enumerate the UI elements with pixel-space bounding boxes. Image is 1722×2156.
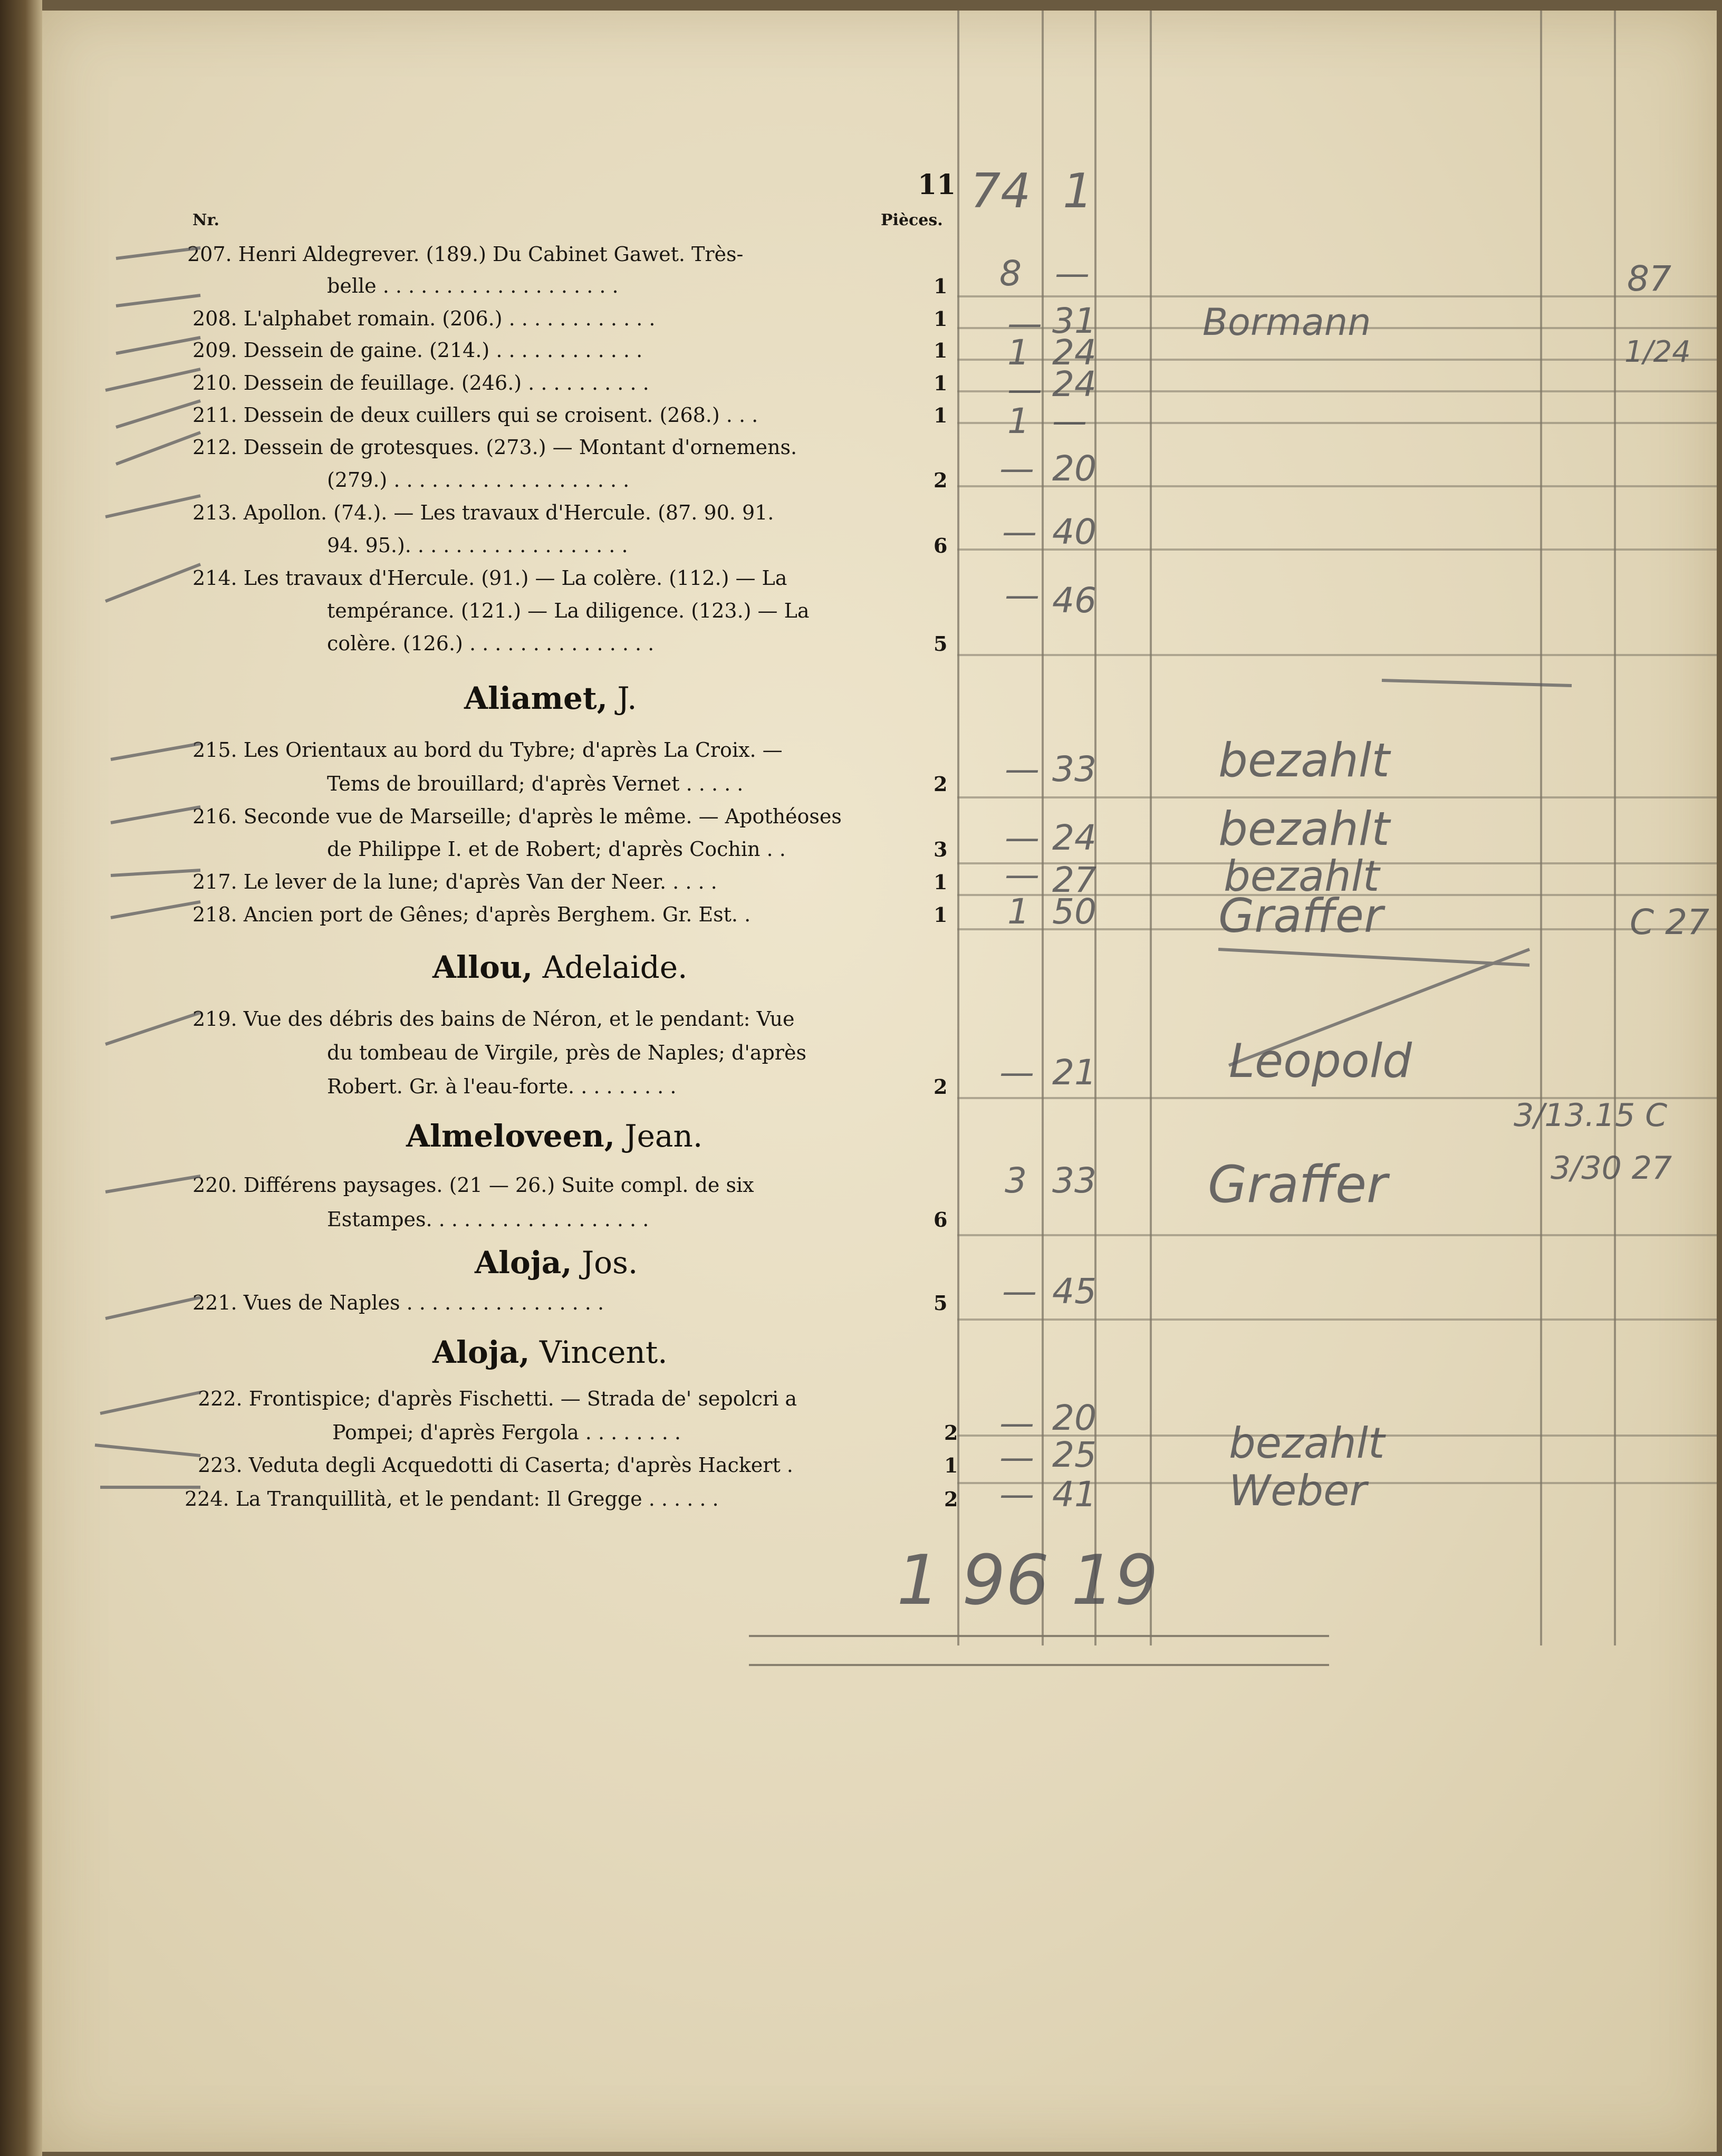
pieces-220: 6 <box>934 1208 948 1231</box>
pieces-207: 1 <box>934 274 948 298</box>
entry-217: 217. Le lever de la lune; d'après Van der Neer. . . . . <box>193 870 717 893</box>
artist-given-name: Jean. <box>624 1118 703 1154</box>
artist-surname: Allou, <box>432 949 533 985</box>
handwritten-dash: — <box>1005 575 1040 615</box>
pieces-211: 1 <box>934 403 948 427</box>
handwritten-amount: 21 <box>1052 1052 1096 1093</box>
entry-220-line-2: Estampes. . . . . . . . . . . . . . . . . . <box>327 1208 649 1231</box>
handwritten-dash: — <box>999 1437 1034 1478</box>
handwritten-amount: 50 <box>1052 891 1096 932</box>
entry-216-line-2: de Philippe I. et de Robert; d'après Cochin . . <box>327 838 786 861</box>
handwritten-margin-note: C 27 <box>1630 902 1710 942</box>
pieces-213: 6 <box>934 534 948 557</box>
entry-208: 208. L'alphabet romain. (206.) . . . . . . . . . . . . <box>193 307 656 330</box>
handwritten-buyer: Bormann <box>1202 301 1371 344</box>
pieces-222: 2 <box>944 1421 958 1445</box>
handwritten-buyer: Weber <box>1229 1466 1367 1515</box>
handwritten-buyer: bezahlt <box>1218 802 1390 856</box>
handwritten-amount: 24 <box>1052 364 1096 405</box>
entry-211: 211. Dessein de deux cuillers qui se croisent. (268.) . . . <box>193 403 758 427</box>
handwritten-amount: 25 <box>1052 1435 1096 1475</box>
pieces-212: 2 <box>934 468 948 492</box>
handwritten-amount: 46 <box>1052 580 1096 621</box>
entry-213-line-1: 213. Apollon. (74.). — Les travaux d'Hercule. (87. 90. 91. <box>193 501 774 524</box>
ledger-page <box>42 11 1717 2152</box>
handwritten-dash: — <box>1002 512 1037 552</box>
handwritten-amount: 1 <box>1007 401 1030 441</box>
pieces-218: 1 <box>934 903 948 927</box>
handwritten-buyer: bezahlt <box>1229 1419 1385 1468</box>
entry-207-line-1: 207. Henri Aldegrever. (189.) Du Cabinet Gawet. Très- <box>187 243 744 266</box>
handwritten-amount: 1 <box>1007 891 1030 932</box>
handwritten-amount: 33 <box>1052 749 1096 790</box>
pieces-221: 5 <box>934 1291 948 1315</box>
artist-surname: Aliamet, <box>464 680 608 716</box>
handwritten-amount: 24 <box>1052 817 1096 858</box>
artist-surname: Almeloveen, <box>406 1118 615 1154</box>
entry-209: 209. Dessein de gaine. (214.) . . . . . . . . . . . . <box>193 339 643 362</box>
pieces-208: 1 <box>934 307 948 331</box>
handwritten-amount: 41 <box>1052 1474 1096 1515</box>
handwritten-amount: 1 <box>1007 332 1030 373</box>
entry-214-line-1: 214. Les travaux d'Hercule. (91.) — La colère. (112.) — La <box>193 566 787 590</box>
column-header-nr: Nr. <box>193 211 219 229</box>
handwritten-margin-note: 87 <box>1627 258 1671 299</box>
handwritten-amount: 45 <box>1052 1271 1096 1312</box>
handwritten-dash: — <box>999 448 1034 489</box>
handwritten-amount: 40 <box>1052 512 1096 552</box>
handwritten-margin-note: 1/24 <box>1624 335 1691 369</box>
handwritten-dash: — <box>1005 817 1040 858</box>
handwritten-amount: — <box>1055 253 1090 294</box>
handwritten-carry-1: 1 <box>1063 163 1093 219</box>
entry-214-line-3: colère. (126.) . . . . . . . . . . . . . . . <box>327 632 655 655</box>
handwritten-dash: — <box>1002 1271 1037 1312</box>
artist-given-name: Adelaide. <box>542 949 688 985</box>
entry-221: 221. Vues de Naples . . . . . . . . . . . . . . . . <box>193 1291 604 1314</box>
handwritten-carry-74: 74 <box>970 163 1031 219</box>
pieces-219: 2 <box>934 1075 948 1099</box>
entry-215-line-1: 215. Les Orientaux au bord du Tybre; d'après La Croix. — <box>193 738 783 762</box>
entry-213-line-2: 94. 95.). . . . . . . . . . . . . . . . . . <box>327 534 628 557</box>
entry-219-line-2: du tombeau de Virgile, près de Naples; d'après <box>327 1041 806 1064</box>
handwritten-dash: — <box>1005 749 1040 790</box>
handwritten-margin-note: 3/30 27 <box>1551 1150 1672 1187</box>
pieces-215: 2 <box>934 772 948 796</box>
handwritten-amount: 3 <box>1005 1160 1027 1201</box>
handwritten-buyer: bezahlt <box>1224 852 1380 901</box>
handwritten-buyer: Leopold <box>1229 1034 1412 1088</box>
handwritten-dash: — <box>1007 303 1042 344</box>
entry-222-line-1: 222. Frontispice; d'après Fischetti. — Strada de' sepolcri a <box>198 1387 797 1410</box>
handwritten-dash: — <box>1052 401 1087 441</box>
entry-219-line-1: 219. Vue des débris des bains de Néron, et le pendant: Vue <box>193 1007 795 1031</box>
entry-220-line-1: 220. Différens paysages. (21 — 26.) Suite compl. de six <box>193 1173 754 1197</box>
artist-given-name: J. <box>617 680 637 716</box>
handwritten-amount: 31 <box>1052 301 1096 341</box>
pieces-223: 1 <box>944 1454 958 1477</box>
handwritten-dash: — <box>1005 854 1040 895</box>
handwritten-dash: — <box>999 1474 1034 1515</box>
artist-surname: Aloja, <box>475 1245 572 1281</box>
column-header-pieces: Pièces. <box>881 211 943 229</box>
entry-218: 218. Ancien port de Gênes; d'après Berghem. Gr. Est. . <box>193 903 751 926</box>
handwritten-dash: — <box>1007 369 1042 410</box>
pieces-214: 5 <box>934 632 948 656</box>
page-number: 11 <box>918 169 956 201</box>
entry-215-line-2: Tems de brouillard; d'après Vernet . . . . . <box>327 772 744 795</box>
entry-207-line-2: belle . . . . . . . . . . . . . . . . . . . <box>327 274 619 297</box>
handwritten-amount: 24 <box>1052 332 1096 373</box>
handwritten-page-total: 1 96 19 <box>897 1540 1159 1620</box>
handwritten-amount: 8 <box>999 253 1022 294</box>
pieces-209: 1 <box>934 339 948 362</box>
entry-223: 223. Veduta degli Acquedotti di Caserta; d'après Hackert . <box>198 1454 793 1477</box>
pieces-217: 1 <box>934 870 948 894</box>
pieces-210: 1 <box>934 371 948 395</box>
artist-surname: Aloja, <box>432 1334 530 1370</box>
entry-216-line-1: 216. Seconde vue de Marseille; d'après le même. — Apothéoses <box>193 805 842 828</box>
artist-given-name: Vincent. <box>539 1334 668 1370</box>
handwritten-dash: — <box>999 1403 1034 1443</box>
artist-given-name: Jos. <box>581 1245 638 1281</box>
handwritten-amount: 27 <box>1052 860 1096 900</box>
book-spine <box>0 0 42 2156</box>
entry-219-line-3: Robert. Gr. à l'eau-forte. . . . . . . . . <box>327 1075 677 1098</box>
handwritten-amount: 20 <box>1052 448 1096 489</box>
handwritten-buyer: bezahlt <box>1218 733 1390 787</box>
entry-212-line-1: 212. Dessein de grotesques. (273.) — Montant d'ornemens. <box>193 436 797 459</box>
pencil-tick-marks <box>42 11 1717 2152</box>
entry-224: 224. La Tranquillità, et le pendant: Il Gregge . . . . . . <box>185 1487 719 1510</box>
entry-214-line-2: tempérance. (121.) — La diligence. (123.) — La <box>327 599 810 622</box>
handwritten-buyer: Graffer <box>1218 889 1383 943</box>
handwritten-margin-note: 3/13.15 C <box>1514 1097 1668 1134</box>
entry-222-line-2: Pompei; d'après Fergola . . . . . . . . <box>332 1421 681 1444</box>
pieces-216: 3 <box>934 838 948 861</box>
handwritten-amount: 20 <box>1052 1398 1096 1438</box>
handwritten-buyer: Graffer <box>1208 1155 1388 1214</box>
entry-212-line-2: (279.) . . . . . . . . . . . . . . . . . . . <box>327 468 630 492</box>
pieces-224: 2 <box>944 1487 958 1511</box>
handwritten-amount: 33 <box>1052 1160 1096 1201</box>
handwritten-dash: — <box>999 1052 1034 1093</box>
entry-210: 210. Dessein de feuillage. (246.) . . . . . . . . . . <box>193 371 649 394</box>
